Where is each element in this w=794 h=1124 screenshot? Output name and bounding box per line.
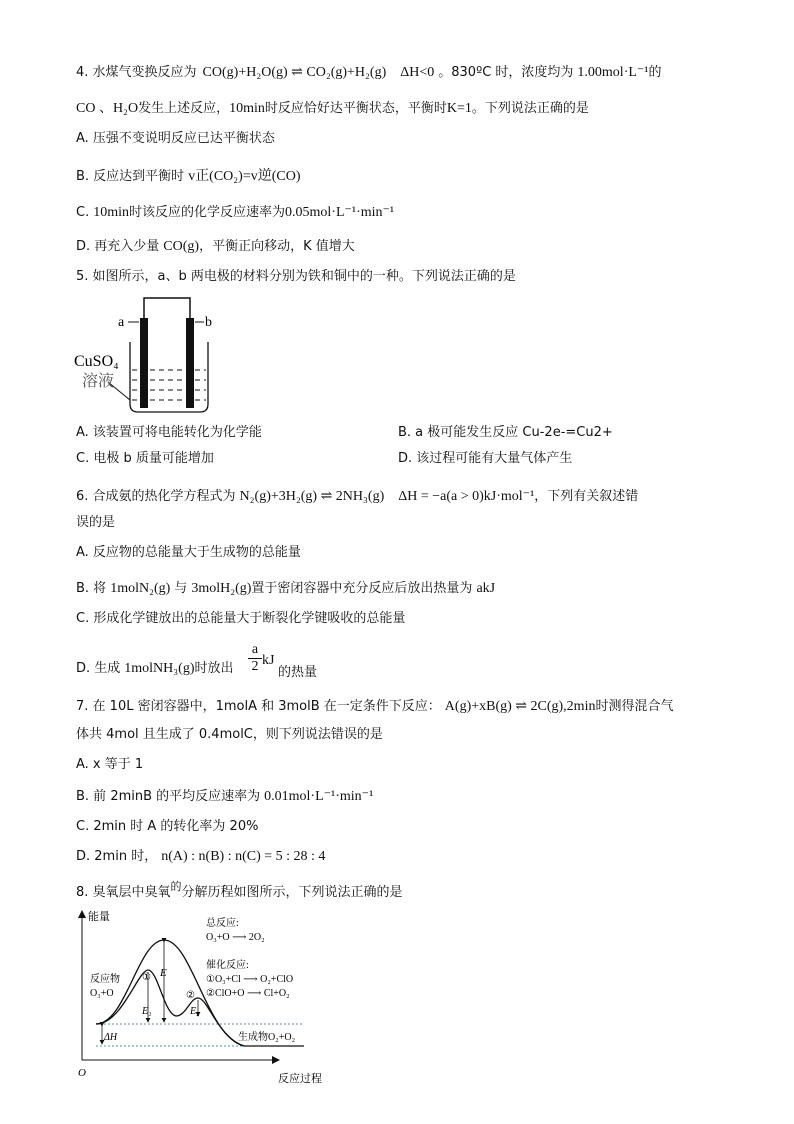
electrode-a xyxy=(140,318,148,408)
q6-option-b-text: 置于密闭容器中充分反应后放出热量为 xyxy=(251,581,473,596)
reactant-label: 反应物 xyxy=(90,974,120,985)
q4-text: 发生上述反应， xyxy=(138,101,230,116)
electrode-b xyxy=(186,318,194,408)
q5-option-b: B. a 极可能发生反应 Cu-2e-=Cu2+ xyxy=(398,425,613,440)
y-axis-label: 能量 xyxy=(88,911,110,923)
catalyzed-step-2: ②ClO+O ⟶ Cl+O₂ xyxy=(206,988,290,999)
q6-text: 6. 合成氨的热化学方程式为 xyxy=(76,489,236,504)
q6-fraction xyxy=(248,642,262,675)
q5-electrolysis-figure xyxy=(72,290,232,418)
q4-line2 xyxy=(76,100,589,118)
q6-option-b-text: B. 将 xyxy=(76,581,107,596)
q4-option-b xyxy=(76,168,301,186)
reactant-formula: O₃+O xyxy=(90,988,114,999)
q6-equation: N₂(g)+3H₂(g) ⇌ 2NH₃(g) xyxy=(239,489,385,504)
q7-option-d xyxy=(76,848,325,866)
q8-energy-diagram xyxy=(72,906,342,1088)
q6-option-d-text: D. 生成 xyxy=(76,661,121,676)
q6-dh: ΔH = −a(a > 0)kJ·mol⁻¹ xyxy=(398,489,535,504)
q6-line2: 误的是 xyxy=(76,515,116,530)
x-axis-label: 反应过程 xyxy=(278,1073,322,1085)
q4-text: 4. 水煤气变换反应为 xyxy=(76,65,197,80)
origin-label: O xyxy=(78,1067,86,1079)
q4-equation: CO(g)+H₂O(g) ⇌ CO₂(g)+H₂(g) xyxy=(202,65,387,80)
q6-option-b-text: 与 xyxy=(174,581,188,596)
q6-option-b-h2: 3molH₂(g) xyxy=(191,581,252,596)
q7-option-c: C. 2min 时 A 的转化率为 20% xyxy=(76,819,259,834)
q4-option-d-species: CO(g) xyxy=(163,239,200,254)
q5-stem: 5. 如图所示，a、b 两电极的材料分别为铁和铜中的一种。下列说法正确的是 xyxy=(76,269,516,284)
q4-text: 。下列说法正确的是 xyxy=(471,101,589,116)
q4-option-c-text: 时该反应的化学反应速率为 xyxy=(129,205,286,220)
label-b: b xyxy=(205,315,212,330)
q6-option-d-nh3: 1molNH₃(g) xyxy=(124,661,195,676)
q7-text: 时测得混合气 xyxy=(595,699,674,714)
q7-equation: A(g)+xB(g) ⇌ 2C(g),2min xyxy=(444,699,596,714)
q4-time: 10min xyxy=(229,101,265,116)
q7-option-d-text: D. 2min 时， xyxy=(76,849,158,864)
q4-option-d-text: ，平衡正向移动，K 值增大 xyxy=(199,239,355,254)
q6-option-c: C. 形成化学键放出的总能量大于断裂化学键吸收的总能量 xyxy=(76,611,406,626)
q7-line1 xyxy=(76,698,673,716)
q6-line1 xyxy=(76,488,638,506)
q5-option-a: A. 该装置可将电能转化为化学能 xyxy=(76,425,262,440)
solution-label-1: CuSO₄ xyxy=(74,353,119,370)
catalyzed-reaction-title: 催化反应: xyxy=(206,960,249,971)
q7-option-b xyxy=(76,788,373,806)
q4-species: CO 、H₂O xyxy=(76,101,139,116)
q4-dh: ΔH<0 xyxy=(400,65,435,80)
q4-option-b-equation: v正(CO₂)=v逆(CO) xyxy=(188,169,301,184)
q4-option-a: A. 压强不变说明反应已达平衡状态 xyxy=(76,131,275,146)
q6-option-b-heat: akJ xyxy=(476,581,496,596)
fraction-numerator: a xyxy=(251,642,259,657)
q6-option-b-n2: 1molN₂(g) xyxy=(110,581,171,596)
E1-label: E₁ xyxy=(142,1006,152,1017)
q4-k: K=1 xyxy=(446,101,472,116)
q8-stem xyxy=(76,880,403,902)
solution-label-2: 溶液 xyxy=(82,373,115,390)
E-label: E xyxy=(160,967,167,979)
q4-option-c xyxy=(76,204,394,222)
q7-line2: 体共 4mol 且生成了 0.4molC，则下列说法错误的是 xyxy=(76,727,383,742)
q7-text: 7. 在 10L 密闭容器中，1molA 和 3molB 在一定条件下反应： xyxy=(76,699,441,714)
q8-text: 8. 臭氧层中臭氧 xyxy=(76,885,171,900)
q4-option-c-label: C. xyxy=(76,205,90,220)
q4-option-c-rate: 0.05mol·L⁻¹·min⁻¹ xyxy=(285,205,395,220)
q6-text: ，下列有关叙述错 xyxy=(534,489,639,504)
q6-option-d-unit: kJ xyxy=(262,653,275,668)
label-a: a xyxy=(118,315,125,330)
product-label: 生成物O₂+O₂ xyxy=(238,1032,296,1043)
catalyzed-step-1: ①O₃+Cl ⟶ O₂+ClO xyxy=(206,974,294,985)
q7-option-b-rate: 0.01mol·L⁻¹·min⁻¹ xyxy=(264,789,374,804)
wire xyxy=(144,298,190,320)
dH-label: ΔH xyxy=(104,1032,118,1043)
q6-option-d-tail: 的热量 xyxy=(278,665,318,680)
step1-marker: ① xyxy=(142,972,151,983)
q7-option-a: A. x 等于 1 xyxy=(76,757,144,772)
q4-option-d xyxy=(76,238,355,256)
q4-text: 时反应恰好达平衡状态，平衡时 xyxy=(264,101,447,116)
q5-option-d: D. 该过程可能有大量气体产生 xyxy=(398,451,573,466)
q4-concentration: 1.00mol·L⁻¹ xyxy=(577,65,649,80)
q4-option-d-text: D. 再充入少量 xyxy=(76,239,160,254)
q7-option-d-ratio: n(A) : n(B) : n(C) = 5 : 28 : 4 xyxy=(161,849,326,864)
step2-marker: ② xyxy=(186,990,195,1001)
q4-text: 。830ºC 时，浓度均为 xyxy=(438,65,574,80)
q8-text: 的 xyxy=(170,880,182,893)
total-reaction-title: 总反应: xyxy=(206,918,239,929)
q4-text: 的 xyxy=(648,65,662,80)
q6-option-d xyxy=(76,660,234,678)
q5-option-c: C. 电极 b 质量可能增加 xyxy=(76,451,214,466)
total-reaction-eq: O₃+O ⟶ 2O₂ xyxy=(206,932,265,943)
fraction-denominator: 2 xyxy=(248,658,262,675)
q7-option-b-text: B. 前 2minB 的平均反应速率为 xyxy=(76,789,261,804)
q4-option-c-time: 10min xyxy=(93,205,129,220)
q6-option-d-text: 时放出 xyxy=(194,661,234,676)
q4-option-b-text: B. 反应达到平衡时 xyxy=(76,169,185,184)
E2-label: E₂ xyxy=(190,1006,200,1017)
q4-line1 xyxy=(76,64,662,82)
q6-option-b xyxy=(76,580,495,598)
q6-option-a: A. 反应物的总能量大于生成物的总能量 xyxy=(76,545,301,560)
q8-text: 分解历程如图所示，下列说法正确的是 xyxy=(181,885,403,900)
